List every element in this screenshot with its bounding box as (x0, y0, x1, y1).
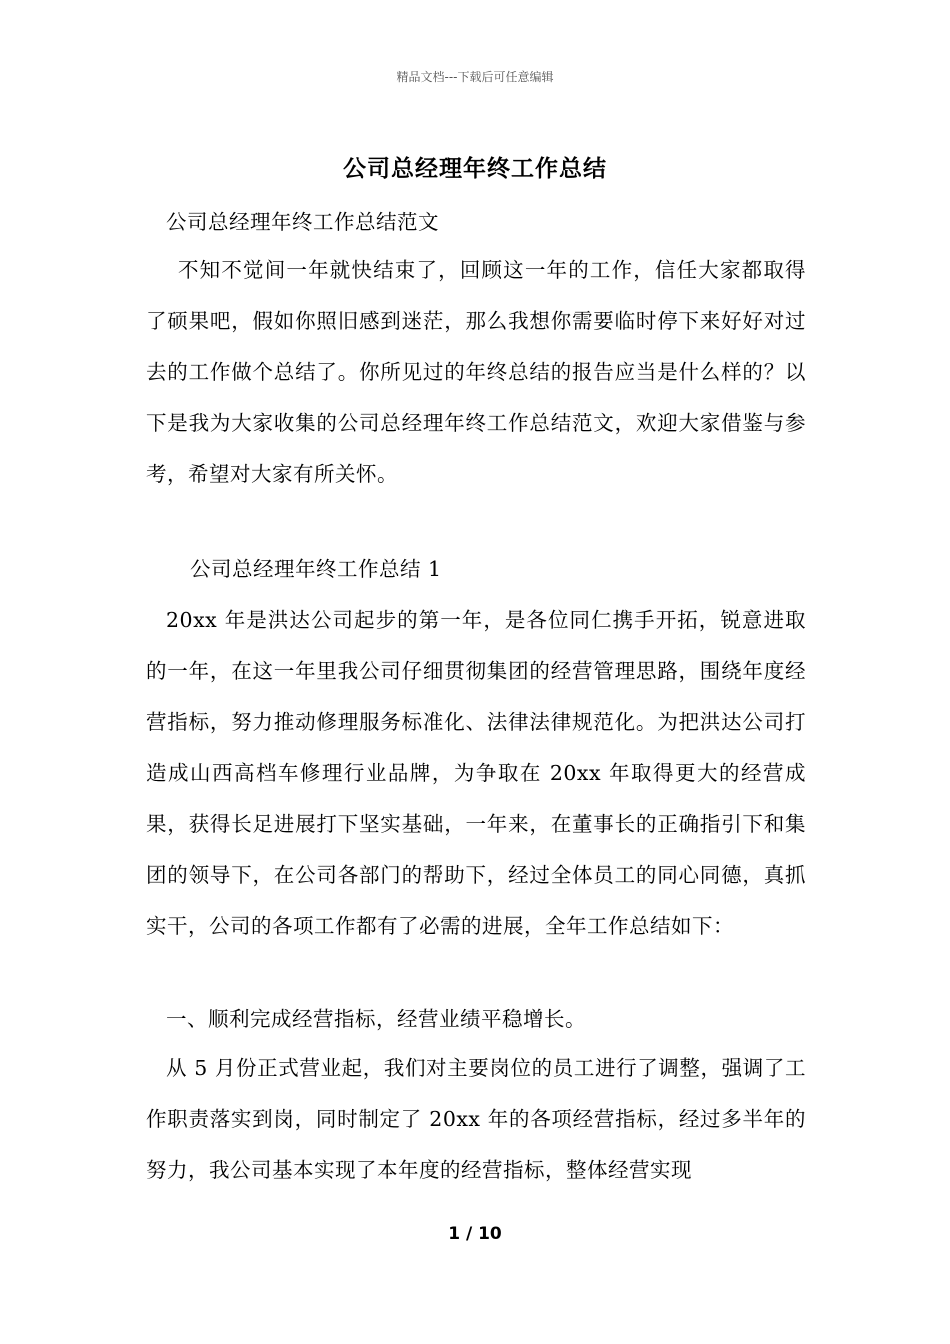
body-paragraph-1 (146, 595, 806, 952)
page-number: 1 / 10 (448, 1224, 502, 1244)
body-paragraph-2 (146, 1043, 806, 1196)
intro-paragraph (146, 245, 806, 500)
intro-text: 不知不觉间一年就快结束了，回顾这一年的工作，信任大家都取得了硕果吧，假如你照旧感到迷茫，那么我想你需要临时停下来好好对过去的工作做个总结了。你所见过的年终总结的报告应当是什么样的？以下是我为大家收集的公司总经理年终工作总结范文，欢迎大家借鉴与参考，希望对大家有所关怀。 (146, 258, 806, 486)
document-title: 公司总经理年终工作总结 (343, 155, 607, 182)
body-text-1: 20xx 年是洪达公司起步的第一年，是各位同仁携手开拓，锐意进取的一年，在这一年里我公司仔细贯彻集团的经营管理思路，围绕年度经营指标，努力推动修理服务标准化、法律法律规范化。为把洪达公司打造成山西高档车修理行业品牌，为争取在 20xx 年取得更大的经营成果，获得长足进展打下坚实基础，一年来，在董事长的正确指引下和集团的领导下，在公司各部门的帮助下，经过全体员工的同心同德，真抓实干，公司的各项工作都有了必需的进展，全年工作总结如下： (146, 608, 806, 938)
section-title-paragraph (146, 545, 806, 593)
subtitle-text: 公司总经理年终工作总结范文 (166, 210, 439, 234)
subtitle-paragraph (146, 198, 806, 246)
header-note: 精品文档---下载后可任意编辑 (396, 70, 554, 84)
section-title: 公司总经理年终工作总结 1 (190, 557, 442, 581)
body-text-2: 从 5 月份正式营业起，我们对主要岗位的员工进行了调整，强调了工作职责落实到岗，同时制定了 20xx 年的各项经营指标，经过多半年的努力，我公司基本实现了本年度的经营指标，整体经营实现 (146, 1056, 806, 1182)
heading-text-1: 一、顺利完成经营指标，经营业绩平稳增长。 (166, 1007, 586, 1031)
heading-paragraph-1 (146, 995, 806, 1043)
